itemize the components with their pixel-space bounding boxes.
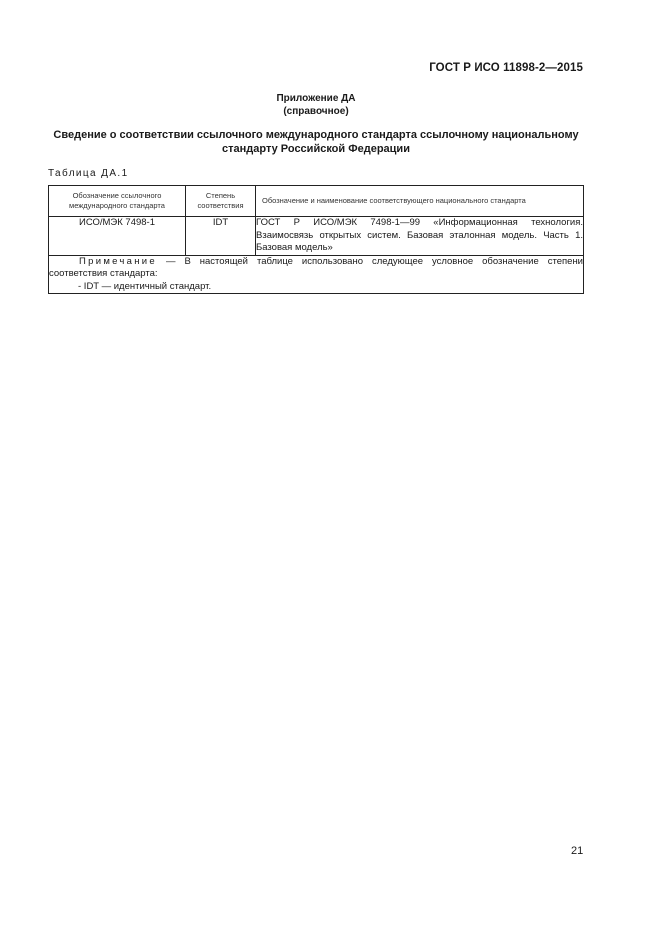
table-caption: Таблица ДА.1 bbox=[48, 168, 129, 179]
cell-intl-standard: ИСО/МЭК 7498-1 bbox=[49, 217, 186, 256]
header-intl-standard bbox=[49, 186, 186, 217]
header-intl-standard-line-2: международного стандарта bbox=[69, 201, 165, 210]
cell-national-standard: ГОСТ Р ИСО/МЭК 7498-1—99 «Информационная технология. Взаимосвязь открытых систем. Базовая эталонная модель. Часть 1. Базовая модель» bbox=[256, 217, 583, 253]
appendix-heading-block bbox=[0, 92, 632, 118]
cell-degree: IDT bbox=[186, 217, 256, 256]
header-national-standard: Обозначение и наименование соответствующего национального стандарта bbox=[256, 186, 584, 217]
table-row bbox=[49, 217, 584, 256]
header-degree-line-2: соответствия bbox=[197, 201, 244, 210]
header-intl-standard-line-1: Обозначение ссылочного bbox=[72, 191, 162, 200]
table-header-row bbox=[49, 186, 584, 217]
page-number: 21 bbox=[571, 845, 584, 857]
note-dash: — bbox=[157, 255, 185, 267]
document-code: ГОСТ Р ИСО 11898-2—2015 bbox=[429, 62, 583, 74]
table-note-row bbox=[49, 255, 584, 294]
correspondence-table bbox=[48, 185, 584, 294]
appendix-title-line-1: Сведение о соответствии ссылочного международного стандарта ссылочному национальному bbox=[53, 129, 579, 141]
table-note bbox=[49, 255, 584, 294]
appendix-title-line-2: стандарту Российской Федерации bbox=[222, 143, 410, 155]
appendix-heading: Приложение ДА bbox=[276, 93, 356, 104]
header-degree bbox=[186, 186, 256, 217]
note-item: - IDT — идентичный стандарт. bbox=[78, 280, 212, 292]
header-degree-line-1: Степень bbox=[205, 191, 236, 200]
note-paragraph bbox=[49, 256, 583, 281]
appendix-subheading: (справочное) bbox=[283, 106, 349, 117]
note-text: В настоящей таблице использовано следующее условное обозначение степени соответствия стандарта: bbox=[49, 255, 583, 279]
appendix-title bbox=[0, 128, 632, 156]
note-label: Примечание bbox=[79, 255, 157, 267]
